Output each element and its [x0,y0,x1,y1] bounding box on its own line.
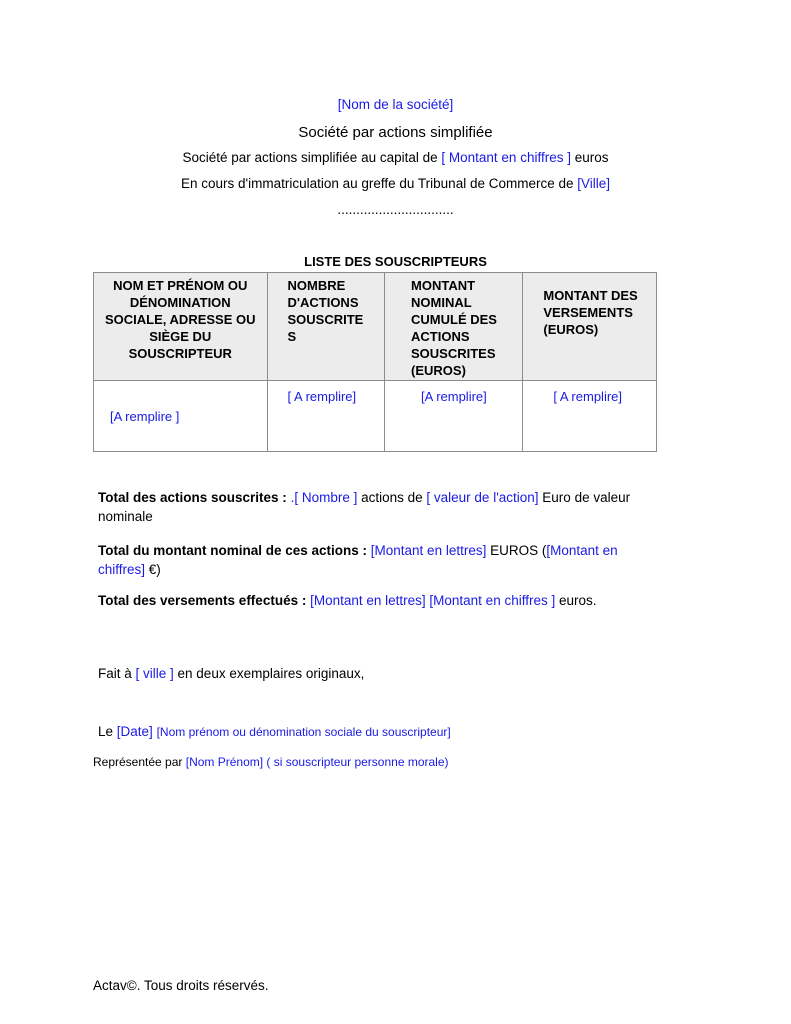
row-name-placeholder: [A remplire ] [110,409,180,424]
total-nominal-mid: EUROS ( [486,543,547,558]
action-value-placeholder: [ valeur de l'action] [426,490,539,505]
representative-name-placeholder: [Nom Prénom] ( si souscripteur personne morale) [185,755,449,769]
total-payments-label: Total des versements effectués : [98,593,311,608]
subscriber-name-placeholder: [Nom prénom ou dénomination sociale du souscripteur] [156,725,451,739]
table-cell [385,381,523,452]
place-line [98,664,668,683]
total-actions-suffix: Euro de valeur nominale [98,490,631,524]
payments-figures-placeholder: [Montant en chiffres ] [429,593,556,608]
nominal-words-placeholder: [Montant en lettres] [370,543,487,558]
total-actions-dot: . [290,490,295,505]
total-actions-mid: actions de [357,490,427,505]
total-nominal-suffix: €) [145,562,161,577]
total-actions-paragraph [98,488,668,526]
row-count-placeholder: [ A remplire] [287,389,357,404]
company-name-placeholder: [Nom de la société] [337,97,454,112]
company-name-line [0,97,791,112]
list-title: LISTE DES SOUSCRIPTEURS [304,254,487,269]
date-placeholder: [Date] [116,724,153,739]
registry-line [0,176,791,191]
total-payments-suffix: euros. [555,593,597,608]
representative-line [93,753,663,772]
table-header-cell [267,273,385,381]
company-form-line: Société par actions simplifiée [298,124,493,141]
table-header-cell [385,273,523,381]
capital-amount-placeholder: [ Montant en chiffres ] [441,150,571,165]
dotted-line: ............................... [337,202,454,217]
table-cell [523,381,657,452]
total-actions-label: Total des actions souscrites : [98,490,291,505]
date-label: Le [98,724,117,739]
capital-suffix: euros [570,150,609,165]
table-header-row [94,273,657,381]
column-header-nominal: MONTANT NOMINAL CUMULÉ DES ACTIONS SOUSCRITES (EUROS) [411,278,497,378]
table-header-cell [523,273,657,381]
representative-prefix: Représentée par [93,755,186,769]
nominal-figures-placeholder: [Montant en chiffres] [98,543,618,577]
table-cell [267,381,385,452]
footer-copyright: Actav©. Tous droits réservés. [93,978,269,993]
column-header-name: NOM ET PRÉNOM OU DÉNOMINATION SOCIALE, ADRESSE OU SIÈGE DU SOUSCRIPTEUR [105,278,256,361]
payments-words-placeholder: [Montant en lettres] [310,593,426,608]
place-suffix: en deux exemplaires originaux, [173,666,365,681]
total-payments-paragraph [98,591,668,610]
total-nominal-paragraph [98,541,668,579]
total-nominal-label: Total du montant nominal de ces actions : [98,543,371,558]
capital-line [0,150,791,165]
date-line [98,722,668,742]
place-prefix: Fait à [98,666,136,681]
table-row [94,381,657,452]
subscribers-table [93,272,657,452]
column-header-payments: MONTANT DES VERSEMENTS (EUROS) [543,288,638,337]
city-placeholder: [ ville ] [135,666,174,681]
registry-city-placeholder: [Ville] [577,176,611,191]
table-cell [94,381,268,452]
row-payments-placeholder: [ A remplire] [553,389,622,404]
registry-prefix: En cours d'immatriculation au greffe du Tribunal de Commerce de [180,176,578,191]
capital-prefix: Société par actions simplifiée au capital de [182,150,442,165]
row-nominal-placeholder: [A remplire] [421,389,487,404]
table-header-cell [94,273,268,381]
column-header-count: NOMBRE D'ACTIONS SOUSCRITES [287,278,364,344]
actions-count-placeholder: [ Nombre ] [294,490,358,505]
